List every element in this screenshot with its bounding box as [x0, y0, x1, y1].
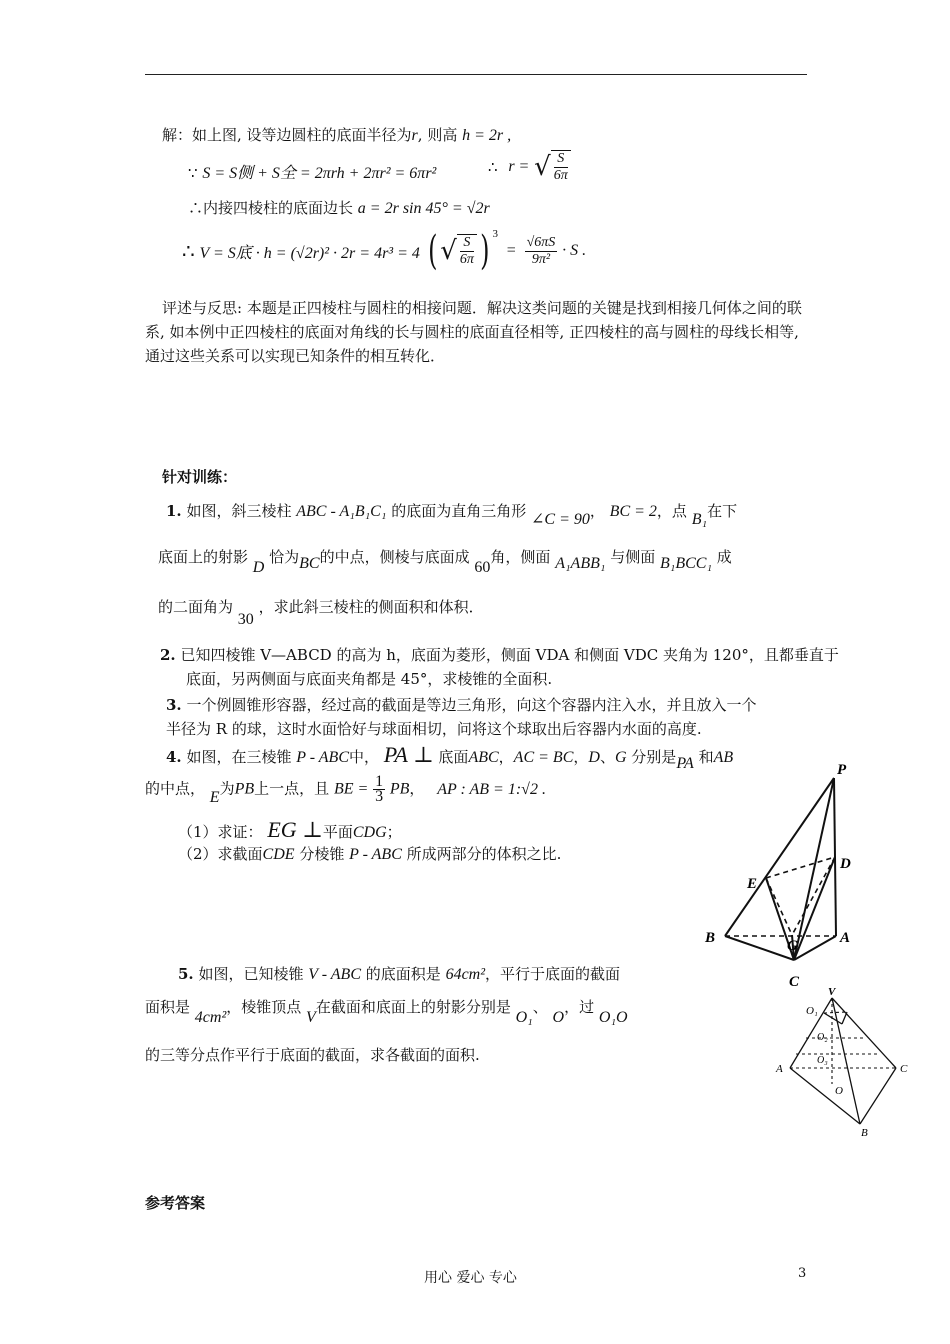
therefore-symbol: ∴: [182, 239, 195, 263]
math-face: A₁ABB₁: [555, 555, 606, 572]
math-angle-value: 60: [474, 559, 491, 576]
math-pyramid: V - ABC: [308, 966, 361, 983]
label-o: O: [835, 1085, 843, 1097]
math-area: 4cm²: [194, 1009, 227, 1026]
frac-den: 6π: [459, 252, 474, 267]
text: 一个例圆锥形容器，经过高的截面是等边三角形，向这个容器内注入水，并且放入一个: [186, 696, 757, 714]
label-o2: O₂: [817, 1032, 828, 1043]
text: 的底面为直角三角形: [391, 502, 527, 520]
solution-text: 解：如上图, 设等边圆柱的底面半径为: [162, 126, 412, 144]
problem-number: 5.: [178, 965, 194, 983]
frac-den: 9π²: [531, 251, 551, 267]
math-point: O₁: [515, 1009, 533, 1026]
therefore-symbol: ∴: [488, 158, 498, 176]
text: （1）求证：: [178, 823, 263, 841]
label-p: P: [837, 762, 847, 778]
problem-3-line-1: [166, 694, 756, 715]
text: 的二面角为: [158, 598, 234, 616]
math-eq: AC = BC: [513, 749, 574, 766]
problem-1-line-2: [158, 546, 732, 576]
because-symbol: ∵: [188, 164, 198, 182]
solution-line-1: [162, 124, 511, 145]
math-side-length: a = 2r sin 45° = √2r: [357, 200, 490, 217]
math-surface-area: S = S侧 + S全 = 2πrh + 2πr² = 6πr²: [202, 165, 437, 182]
math-angle: ∠C = 90: [531, 511, 590, 528]
math-point: D: [252, 559, 265, 576]
text: 角，侧面: [490, 548, 551, 566]
label-c: C: [900, 1063, 908, 1075]
reflection-paragraph: 评述与反思: 本题是正四棱柱与圆柱的相接问题．解决这类问题的关键是找到相接几何体之间的联系, 如本例中正四棱柱的底面对角线的长与圆柱的底面直径相等, 正四棱柱的高与圆柱的母线长相等, 通过这些关系可以实现已知条件的相互转化．: [145, 299, 802, 365]
label-v: V: [828, 986, 836, 998]
text: 平面: [322, 823, 353, 841]
problem-1-line-1: [166, 500, 738, 528]
problem-5-line-1: [178, 963, 620, 984]
text: ，过: [564, 998, 595, 1016]
math-plane: ABC: [468, 749, 499, 766]
math-point: G: [614, 749, 627, 766]
solution-text: , 则高: [417, 126, 458, 144]
solution-line-3: [188, 197, 490, 218]
math-point: B₁: [691, 511, 708, 528]
text: 在下: [707, 502, 738, 520]
solution-line-4: ∴ V = S底 · h = (√2r)² · 2r = 4r³ = 4 ( √ $\frac{S}{6\pi}$ ) $^3$ = $\frac{√6\pi S}{\text{9π²}}$ · S .: [182, 228, 587, 274]
math-volume: V = S底 · h = (√2r)² · 2r = 4r³ = 4: [199, 244, 420, 262]
pyramid-figure-1: [700, 760, 870, 995]
text: （2）求截面: [178, 845, 263, 863]
problem-5-line-3: 的三等分点作平行于底面的截面，求各截面的面积.: [145, 1046, 480, 1064]
solution-line-2: [188, 160, 436, 183]
text: 在截面和底面上的射影分别是: [315, 998, 511, 1016]
math-segment: O₁O: [598, 1009, 628, 1026]
text: 如图，在三棱锥: [186, 748, 292, 766]
math-segment: PB: [234, 780, 255, 798]
text: 底面: [438, 748, 469, 766]
problem-4-line-1: [166, 742, 734, 772]
problem-number: 4.: [166, 748, 182, 766]
label-b: B: [705, 930, 716, 946]
math-angle-value: 30: [237, 611, 254, 628]
math-r: r: [411, 127, 418, 144]
label-o3: O₃: [817, 1055, 828, 1066]
text: 和: [698, 748, 714, 766]
math-area: 64cm²: [445, 966, 486, 983]
problem-5-line-2: [145, 996, 628, 1026]
text: 的中点，侧棱与底面成: [319, 548, 470, 566]
problem-number: 3.: [166, 696, 182, 714]
text: 分棱锥: [299, 845, 345, 863]
math-perp: PA ⊥: [383, 742, 434, 767]
math-point: E: [209, 788, 220, 806]
math-be: BE =: [333, 780, 369, 798]
problem-4-sub-2: [178, 843, 561, 864]
math-pyramid: P - ABC: [296, 749, 349, 766]
header-rule: [145, 74, 807, 75]
text: 中，: [349, 748, 380, 766]
frac-num: √6πS: [526, 234, 556, 250]
text: 为: [219, 779, 235, 798]
text: 与侧面: [610, 548, 656, 566]
text: 如图，斜三棱柱: [186, 502, 292, 520]
text: 分别是: [631, 748, 677, 766]
label-a: A: [776, 1063, 783, 1075]
problem-number: 2.: [160, 646, 176, 664]
math-pyramid: P - ABC: [349, 846, 402, 863]
problem-1-line-3: [158, 596, 484, 628]
frac-den: 6π: [553, 168, 568, 183]
math-segment: BC: [299, 555, 320, 572]
math-point: V: [306, 1009, 316, 1026]
label-a: A: [840, 930, 851, 946]
text: ；: [386, 823, 402, 841]
text: 面积是: [145, 998, 191, 1016]
text: 上一点，且: [254, 779, 330, 798]
text: ，求此斜三棱柱的侧面积和体积．: [258, 598, 484, 616]
answers-title: 参考答案: [145, 1194, 206, 1212]
text: 的中点，: [145, 779, 206, 798]
training-title: 针对训练：: [162, 468, 238, 486]
problem-number: 1.: [166, 502, 182, 520]
text: 已知四棱锥 V—ABCD 的高为 h，底面为菱形，侧面 VDA 和侧面 VDC 夹角为 120°，且都垂直于底面，另两侧面与底面夹角都是 45°，求棱锥的全面积.: [180, 646, 839, 688]
label-e: E: [747, 876, 758, 892]
pyramid-figure-2: [770, 984, 920, 1144]
problem-4-line-2: [145, 775, 546, 804]
math-point: D: [588, 749, 600, 766]
text: ，: [498, 748, 514, 766]
label-b: B: [861, 1127, 868, 1139]
frac-den: 3: [375, 788, 384, 805]
text: ，点: [656, 502, 687, 520]
text: ，: [573, 748, 589, 766]
math-tail: · S .: [562, 242, 587, 259]
math-height-eq: h = 2r ,: [462, 127, 512, 144]
problem-4-sub-1: [178, 817, 402, 843]
text: 底面上的射影: [158, 548, 249, 566]
math-ratio: AP : AB = 1:√2 .: [437, 780, 546, 798]
text: ，: [409, 779, 425, 798]
equals-sign: =: [506, 242, 516, 259]
text: 、: [532, 998, 548, 1016]
math-bc: BC = 2: [609, 503, 657, 520]
math-perp: EG ⊥: [267, 817, 323, 842]
text: 、: [599, 748, 615, 766]
page-number: 3: [798, 1266, 807, 1281]
solution-r-formula: ∴ r = √ $\frac{S}{6\pi}$: [488, 150, 571, 184]
math-plane: CDE: [262, 846, 295, 863]
math-r-eq: r =: [508, 158, 530, 175]
text: 的底面积是: [365, 965, 441, 983]
frac-num: S: [460, 235, 474, 252]
math-face: B₁BCC₁: [660, 555, 713, 572]
problem-2: [145, 643, 848, 691]
math-point: O: [552, 1009, 565, 1026]
math-segment: PA: [676, 755, 694, 772]
text: 所成两部分的体积之比.: [406, 845, 562, 863]
text: 如图，已知棱锥: [198, 965, 304, 983]
math-segment: PB: [389, 780, 410, 798]
label-g: G: [787, 938, 798, 954]
solution-text: ∴内接四棱柱的底面边长: [188, 199, 354, 217]
text: ，平行于底面的截面: [485, 965, 621, 983]
text: 成: [716, 548, 732, 566]
text: ，: [589, 502, 605, 520]
text: 恰为: [269, 548, 300, 566]
problem-3-line-2: 半径为 R 的球，这时水面恰好与球面相切，问将这个球取出后容器内水面的高度.: [166, 720, 702, 738]
text: ，棱锥顶点: [226, 998, 302, 1016]
math-segment: AB: [713, 749, 734, 766]
frac-num: 1: [375, 773, 384, 790]
frac-num: S: [554, 151, 568, 168]
math-prism: ABC - A₁B₁C₁: [296, 503, 387, 520]
label-c: C: [789, 974, 800, 990]
math-plane: CDG: [352, 824, 387, 841]
exponent: 3: [492, 228, 498, 240]
label-o1: O₁: [806, 1005, 818, 1017]
footer-slogan: 用心 爱心 专心: [424, 1270, 517, 1286]
label-d: D: [840, 856, 851, 872]
